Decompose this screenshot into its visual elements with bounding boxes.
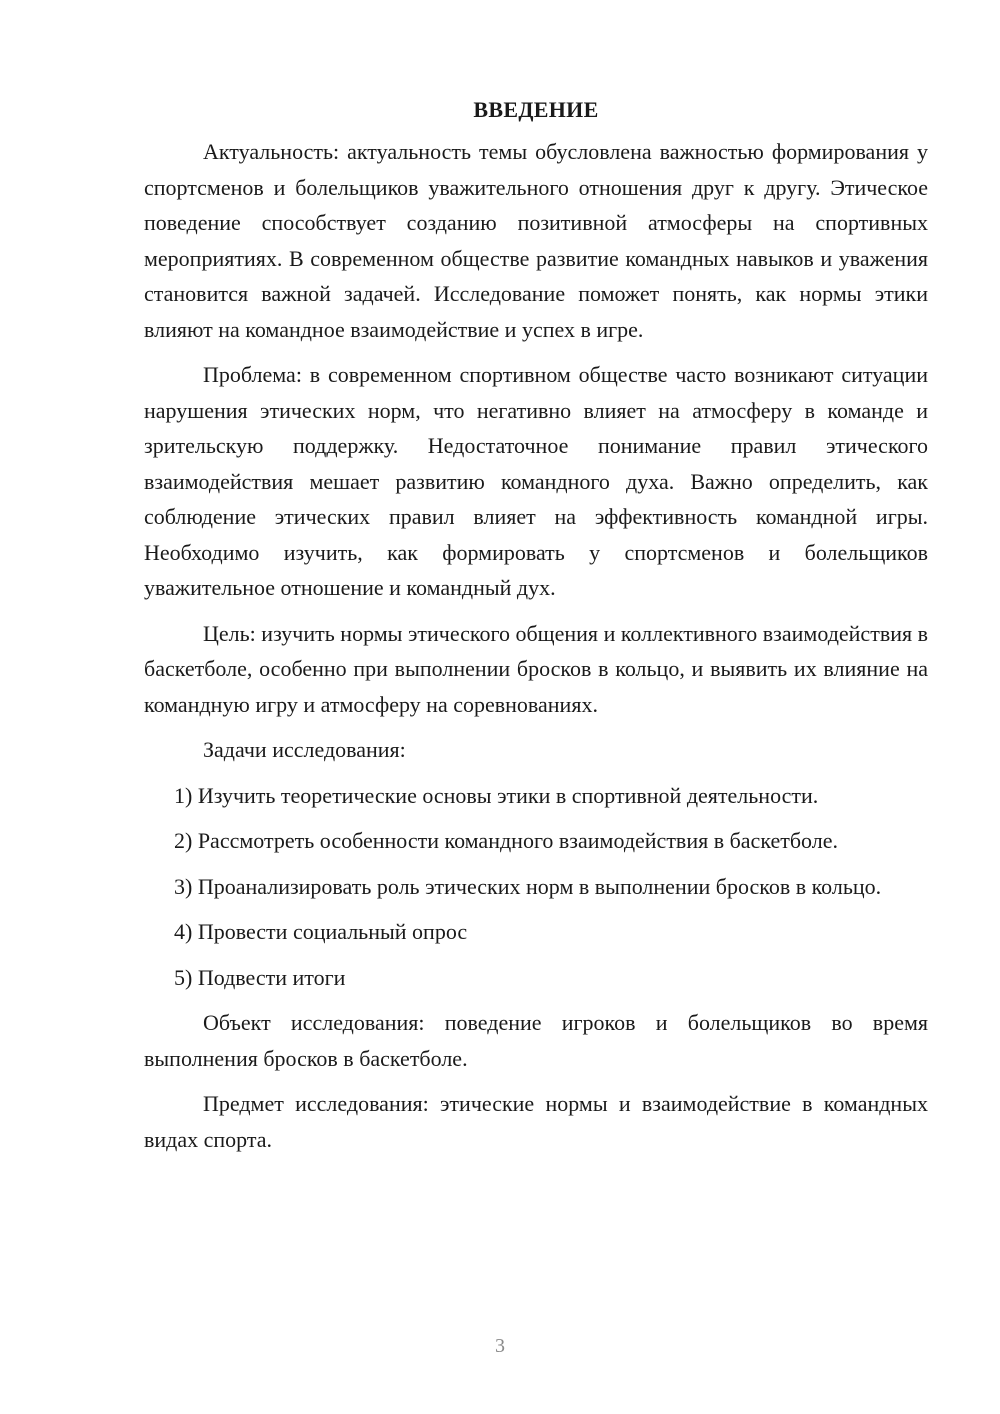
tasks-list bbox=[144, 778, 928, 996]
task-item: 5) Подвести итоги bbox=[174, 964, 346, 990]
paragraph-problem: Проблема: в современном спортивном обществе часто возникают ситуации нарушения этических норм, что негативно влияет на атмосферу в команде и зрительскую поддержку. Недостаточное понимание правил этического взаимодействия мешает развитию командного духа. Важно определить, как соблюдение этических правил влияет на эффективность командной игры. Необходимо изучить, как формировать у спортсменов и болельщиков уважительное отношение и командный дух. bbox=[144, 362, 928, 600]
paragraph-subject: Предмет исследования: этические нормы и взаимодействие в командных видах спорта. bbox=[144, 1091, 928, 1152]
paragraph-goal: Цель: изучить нормы этического общения и коллективного взаимодействия в баскетболе, особенно при выполнении бросков в кольцо, и выявить их влияние на командную игру и атмосферу на соревнованиях. bbox=[144, 620, 928, 717]
task-item: 4) Провести социальный опрос bbox=[174, 919, 468, 944]
task-item: 2) Рассмотреть особенности командного взаимодействия в баскетболе. bbox=[174, 828, 838, 853]
task-item: 3) Проанализировать роль этических норм в выполнении бросков в кольцо. bbox=[174, 873, 882, 899]
paragraph-relevance: Актуальность: актуальность темы обусловлена важностью формирования у спортсменов и болельщиков уважительного отношения друг к другу. Этическое поведение способствует созданию позитивной атмосферы на спортивных мероприятиях. В современном обществе развитие командных навыков и уважения становится важной задачей. Исследование поможет понять, как нормы этики влияют на командное взаимодействие и успех в игре. bbox=[144, 139, 928, 342]
task-item: 1) Изучить теоретические основы этики в спортивной деятельности. bbox=[174, 782, 819, 808]
tasks-heading: Задачи исследования: bbox=[203, 737, 406, 762]
page-title: ВВЕДЕНИЕ bbox=[473, 97, 599, 122]
paragraph-object: Объект исследования: поведение игроков и болельщиков во время выполнения бросков в баскетболе. bbox=[144, 1010, 928, 1071]
document-page bbox=[144, 92, 928, 1167]
page-number: 3 bbox=[495, 1335, 505, 1357]
